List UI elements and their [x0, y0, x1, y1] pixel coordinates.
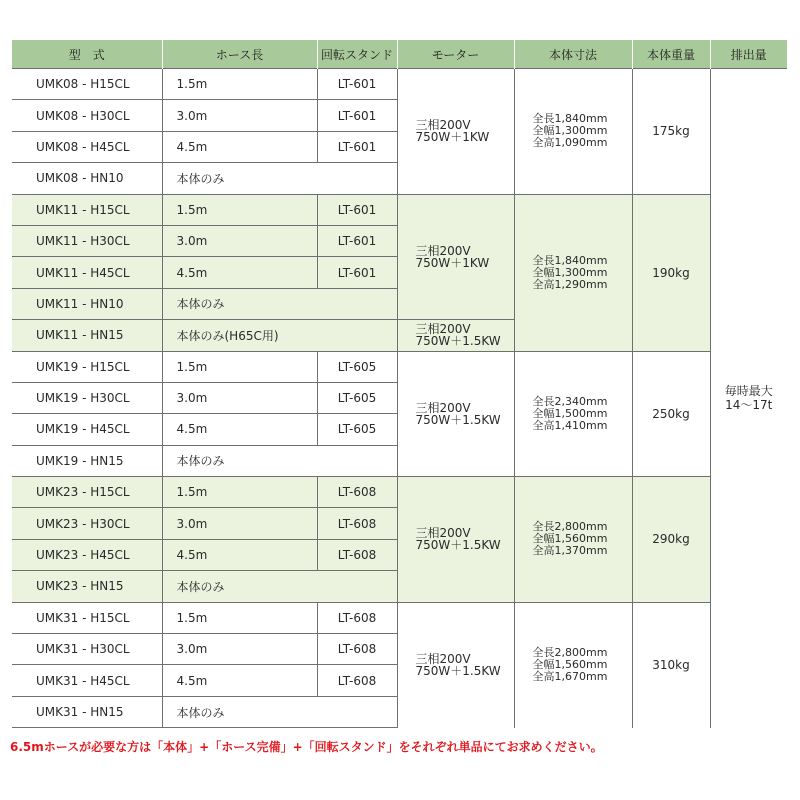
model-cell: UMK08 - HN10 [12, 163, 162, 194]
header-discharge: 排出量 [710, 40, 787, 69]
model-cell: UMK31 - HN15 [12, 696, 162, 727]
model-cell: UMK11 - H15CL [12, 194, 162, 225]
stand-cell: LT-608 [317, 539, 397, 570]
hose-cell: 本体のみ [162, 445, 397, 476]
spec-table [12, 40, 787, 728]
motor-cell: 三相200V 750W＋1KW [397, 194, 514, 320]
motor-cell-alt: 三相200V 750W＋1.5KW [397, 320, 514, 351]
model-cell: UMK31 - H15CL [12, 602, 162, 633]
body-size-cell: 全長2,800mm 全幅1,560mm 全高1,670mm [514, 602, 632, 728]
stand-cell: LT-605 [317, 414, 397, 445]
stand-cell: LT-608 [317, 477, 397, 508]
hose-cell: 3.0m [162, 382, 317, 413]
stand-cell: LT-601 [317, 257, 397, 288]
header-body-size: 本体寸法 [514, 40, 632, 69]
stand-cell: LT-601 [317, 225, 397, 256]
footnote: 6.5mホースが必要な方は「本体」+「ホース完備」+「回転スタンド」をそれぞれ単品にてお求めください。 [10, 740, 603, 754]
hose-cell: 本体のみ [162, 288, 397, 319]
model-cell: UMK08 - H30CL [12, 100, 162, 131]
weight-cell: 190kg [632, 194, 710, 351]
hose-cell: 4.5m [162, 665, 317, 696]
hose-cell: 本体のみ [162, 163, 397, 194]
model-cell: UMK08 - H15CL [12, 69, 162, 100]
header-motor: モーター [397, 40, 514, 69]
model-cell: UMK23 - H15CL [12, 477, 162, 508]
stand-cell: LT-608 [317, 665, 397, 696]
stand-cell: LT-601 [317, 100, 397, 131]
model-cell: UMK11 - H30CL [12, 225, 162, 256]
hose-cell: 3.0m [162, 634, 317, 665]
table-row [12, 194, 787, 225]
weight-cell: 250kg [632, 351, 710, 477]
model-cell: UMK31 - H30CL [12, 634, 162, 665]
motor-cell: 三相200V 750W＋1.5KW [397, 351, 514, 477]
hose-cell: 3.0m [162, 100, 317, 131]
motor-cell: 三相200V 750W＋1.5KW [397, 477, 514, 603]
header-weight: 本体重量 [632, 40, 710, 69]
weight-cell: 310kg [632, 602, 710, 728]
header-row [12, 40, 787, 69]
motor-cell: 三相200V 750W＋1KW [397, 69, 514, 195]
hose-cell: 本体のみ [162, 571, 397, 602]
weight-cell: 175kg [632, 69, 710, 195]
hose-cell: 4.5m [162, 131, 317, 162]
motor-cell: 三相200V 750W＋1.5KW [397, 602, 514, 728]
stand-cell: LT-601 [317, 131, 397, 162]
stand-cell: LT-608 [317, 602, 397, 633]
stand-cell: LT-605 [317, 351, 397, 382]
table-row [12, 351, 787, 382]
model-cell: UMK23 - H30CL [12, 508, 162, 539]
model-cell: UMK11 - H45CL [12, 257, 162, 288]
stand-cell: LT-608 [317, 634, 397, 665]
table-row [12, 602, 787, 633]
discharge-cell: 毎時最大 14〜17t [710, 69, 787, 728]
weight-cell: 290kg [632, 477, 710, 603]
hose-cell: 3.0m [162, 225, 317, 256]
hose-cell: 3.0m [162, 508, 317, 539]
stand-cell: LT-601 [317, 194, 397, 225]
model-cell: UMK23 - H45CL [12, 539, 162, 570]
table-row [12, 477, 787, 508]
header-hose: ホース長 [162, 40, 317, 69]
hose-cell: 1.5m [162, 194, 317, 225]
model-cell: UMK23 - HN15 [12, 571, 162, 602]
model-cell: UMK11 - HN15 [12, 320, 162, 351]
header-stand: 回転スタンド [317, 40, 397, 69]
header-model: 型 式 [12, 40, 162, 69]
stand-cell: LT-605 [317, 382, 397, 413]
stand-cell: LT-608 [317, 508, 397, 539]
hose-cell: 1.5m [162, 69, 317, 100]
hose-cell: 本体のみ(H65C用) [162, 320, 397, 351]
model-cell: UMK11 - HN10 [12, 288, 162, 319]
body-size-cell: 全長1,840mm 全幅1,300mm 全高1,290mm [514, 194, 632, 351]
body-size-cell: 全長2,340mm 全幅1,500mm 全高1,410mm [514, 351, 632, 477]
model-cell: UMK08 - H45CL [12, 131, 162, 162]
model-cell: UMK19 - H45CL [12, 414, 162, 445]
table-row [12, 69, 787, 100]
hose-cell: 1.5m [162, 351, 317, 382]
hose-cell: 本体のみ [162, 696, 397, 727]
hose-cell: 4.5m [162, 539, 317, 570]
model-cell: UMK31 - H45CL [12, 665, 162, 696]
model-cell: UMK19 - H30CL [12, 382, 162, 413]
hose-cell: 1.5m [162, 477, 317, 508]
hose-cell: 1.5m [162, 602, 317, 633]
hose-cell: 4.5m [162, 414, 317, 445]
hose-cell: 4.5m [162, 257, 317, 288]
stand-cell: LT-601 [317, 69, 397, 100]
body-size-cell: 全長2,800mm 全幅1,560mm 全高1,370mm [514, 477, 632, 603]
model-cell: UMK19 - H15CL [12, 351, 162, 382]
model-cell: UMK19 - HN15 [12, 445, 162, 476]
body-size-cell: 全長1,840mm 全幅1,300mm 全高1,090mm [514, 69, 632, 195]
